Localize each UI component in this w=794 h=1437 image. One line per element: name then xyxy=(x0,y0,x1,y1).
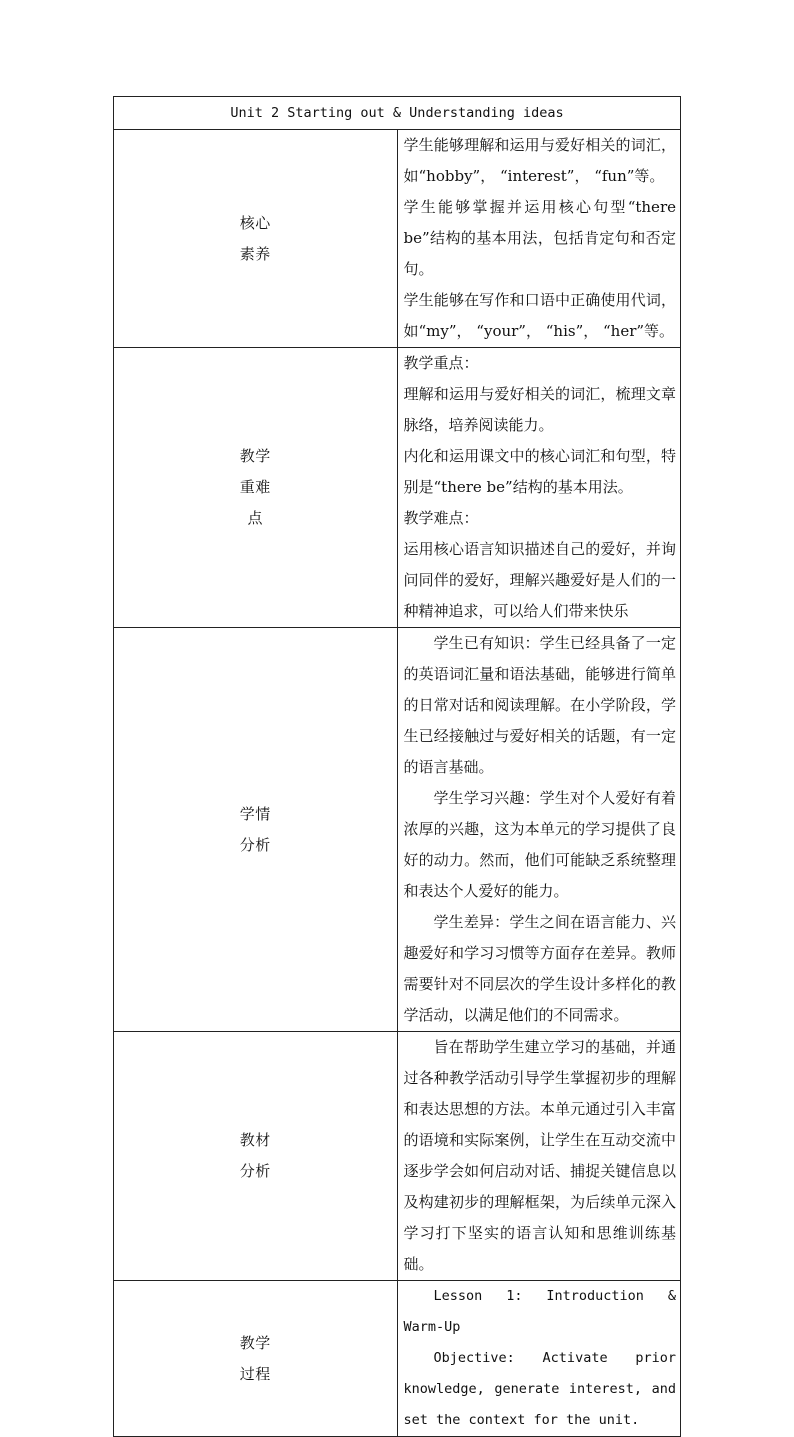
row-label-material-analysis: 教材 分析 xyxy=(114,1032,398,1281)
paragraph: Objective: Activate prior knowledge, generate interest, and set the context for the unit. xyxy=(403,1350,676,1428)
table-row-core-literacy xyxy=(114,130,681,348)
table-title-row xyxy=(114,97,681,130)
paragraph: 学生能够掌握并运用核心句型“there be”结构的基本用法，包括肯定句和否定句。 xyxy=(403,198,676,278)
paragraph: 运用核心语言知识描述自己的爱好，并询问同伴的爱好，理解兴趣爱好是人们的一种精神追求，可以给人们带来快乐 xyxy=(403,540,676,620)
row-content-core-literacy xyxy=(397,130,681,348)
row-content-key-difficult-points xyxy=(397,348,681,628)
paragraph: 内化和运用课文中的核心词汇和句型，特别是“there be”结构的基本用法。 xyxy=(403,447,676,496)
row-content-material-analysis xyxy=(397,1032,681,1281)
row-label-student-analysis: 学情 分析 xyxy=(114,628,398,1032)
row-content-student-analysis xyxy=(397,628,681,1032)
paragraph: 学生已有知识：学生已经具备了一定的英语词汇量和语法基础，能够进行简单的日常对话和阅读理解。在小学阶段，学生已经接触过与爱好相关的话题，有一定的语言基础。 xyxy=(403,634,676,776)
paragraph: 教学难点： xyxy=(403,509,479,527)
paragraph: 学生差异：学生之间在语言能力、兴趣爱好和学习习惯等方面存在差异。教师需要针对不同层次的学生设计多样化的教学活动，以满足他们的不同需求。 xyxy=(403,913,676,1024)
table-row-material-analysis xyxy=(114,1032,681,1281)
row-content-teaching-process xyxy=(397,1281,681,1437)
paragraph: 教学重点： xyxy=(403,354,479,372)
paragraph: 学生能够理解和运用与爱好相关的词汇，如“hobby”， “interest”， “fun”等。 xyxy=(403,136,676,185)
table-row-key-difficult-points xyxy=(114,348,681,628)
paragraph: 理解和运用与爱好相关的词汇，梳理文章脉络，培养阅读能力。 xyxy=(403,385,676,434)
paragraph: Lesson 1: Introduction & Warm-Up xyxy=(403,1288,676,1335)
paragraph: 旨在帮助学生建立学习的基础，并通过各种教学活动引导学生掌握初步的理解和表达思想的方法。本单元通过引入丰富的语境和实际案例，让学生在互动交流中逐步学会如何启动对话、捕捉关键信息以及构建初步的理解框架，为后续单元深入学习打下坚实的语言认知和思维训练基础。 xyxy=(403,1038,676,1273)
unit-title: Unit 2 Starting out & Understanding ideas xyxy=(114,97,681,130)
row-label-core-literacy: 核心 素养 xyxy=(114,130,398,348)
table-row-student-analysis xyxy=(114,628,681,1032)
row-label-key-difficult-points: 教学 重难 点 xyxy=(114,348,398,628)
paragraph: 学生能够在写作和口语中正确使用代词，如“my”， “your”， “his”， “her”等。 xyxy=(403,291,676,340)
row-label-teaching-process: 教学 过程 xyxy=(114,1281,398,1437)
table-row-teaching-process xyxy=(114,1281,681,1437)
lesson-plan-table xyxy=(113,96,681,1437)
paragraph: 学生学习兴趣：学生对个人爱好有着浓厚的兴趣，这为本单元的学习提供了良好的动力。然而，他们可能缺乏系统整理和表达个人爱好的能力。 xyxy=(403,789,676,900)
